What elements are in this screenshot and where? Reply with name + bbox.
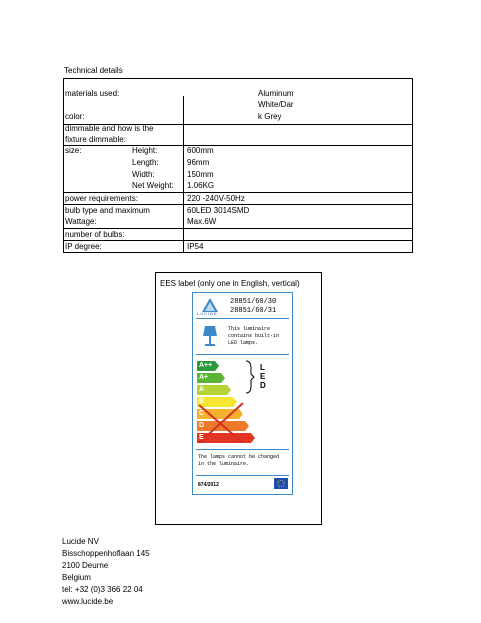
color-label: color: xyxy=(65,112,85,121)
class-label-b: B xyxy=(199,398,205,405)
product-code-1: 28851/60/30 xyxy=(230,298,277,306)
table-border-left xyxy=(63,78,64,253)
footer-divider xyxy=(196,475,289,476)
color-value-line2: k Grey xyxy=(258,112,282,121)
company-city: 2100 Deurne xyxy=(62,561,109,570)
color-value-line1: White/Dar xyxy=(258,100,294,109)
led-letter-l: L xyxy=(260,363,265,372)
class-bracket xyxy=(245,360,255,394)
bulb-value-line1: 60LED 3014SMD xyxy=(187,206,250,215)
width-value: 150mm xyxy=(187,170,214,179)
materials-label: materials used: xyxy=(65,89,120,98)
icon-divider xyxy=(196,354,289,355)
power-value: 220 -240V-50Hz xyxy=(187,194,245,203)
table-divider xyxy=(63,145,413,146)
class-label-c: C xyxy=(199,410,205,417)
lamp-icon xyxy=(202,325,218,347)
class-label-a: A xyxy=(199,386,205,393)
section-title: Technical details xyxy=(64,66,123,75)
class-label-d: D xyxy=(199,422,205,429)
luminaire-text-2: contains built-in xyxy=(228,333,280,339)
table-column-divider xyxy=(183,96,184,253)
company-street: Bisschoppenhoflaan 145 xyxy=(62,549,150,558)
brand-name: LUCIDE xyxy=(197,311,218,316)
table-divider xyxy=(63,228,413,229)
power-label: power requirements: xyxy=(65,194,138,203)
height-value: 600mm xyxy=(187,146,214,155)
lamp-note-1: The lamps cannot be changed xyxy=(198,454,280,460)
length-label: Length: xyxy=(132,158,159,167)
bulb-label-line1: bulb type and maximum xyxy=(65,206,150,215)
company-website[interactable]: www.lucide.be xyxy=(62,597,114,606)
table-divider xyxy=(63,204,413,205)
netweight-value: 1.06KG xyxy=(187,181,215,190)
product-code-2: 28851/60/31 xyxy=(230,307,277,315)
ip-label: IP degree: xyxy=(65,242,102,251)
ees-caption: EES label (only one in English, vertical) xyxy=(160,279,300,288)
bulb-value-line2: Max.6W xyxy=(187,217,217,226)
eu-flag-icon xyxy=(274,478,288,489)
table-divider xyxy=(63,192,413,193)
class-label-ap: A+ xyxy=(199,374,209,381)
height-label: Height: xyxy=(132,146,158,155)
dimmable-label-line2: fixture dimmable: xyxy=(65,135,126,144)
company-name: Lucide NV xyxy=(62,537,99,546)
table-divider xyxy=(63,240,413,241)
luminaire-text-1: This luminaire xyxy=(228,326,271,332)
led-letter-d: D xyxy=(260,381,266,390)
bulb-label-line2: Wattage: xyxy=(65,217,97,226)
energy-label xyxy=(192,292,293,495)
dimmable-label-line1: dimmable and how is the xyxy=(65,124,154,133)
table-border-right xyxy=(412,78,413,253)
scale-divider xyxy=(196,449,289,450)
bulbs-number-label: number of bulbs: xyxy=(65,230,125,239)
length-value: 96mm xyxy=(187,158,210,167)
lamp-note-2: in the luminaire. xyxy=(198,461,250,467)
led-letter-e: E xyxy=(260,372,266,381)
luminaire-text-3: LED lamps. xyxy=(228,340,259,346)
class-label-e: E xyxy=(199,434,204,441)
materials-value: Aluminum xyxy=(258,89,294,98)
header-divider xyxy=(196,318,289,319)
netweight-label: Net Weight: xyxy=(132,181,174,190)
table-border-top xyxy=(63,78,413,79)
width-label: Width: xyxy=(132,170,155,179)
class-label-app: A++ xyxy=(199,362,213,369)
ip-value: IP54 xyxy=(187,242,204,251)
size-label: size: xyxy=(65,146,82,155)
regulation-number: 874/2012 xyxy=(198,482,219,488)
table-border-bottom xyxy=(63,252,413,253)
company-phone: tel: +32 (0)3 366 22 04 xyxy=(62,585,143,594)
company-country: Belgium xyxy=(62,573,91,582)
